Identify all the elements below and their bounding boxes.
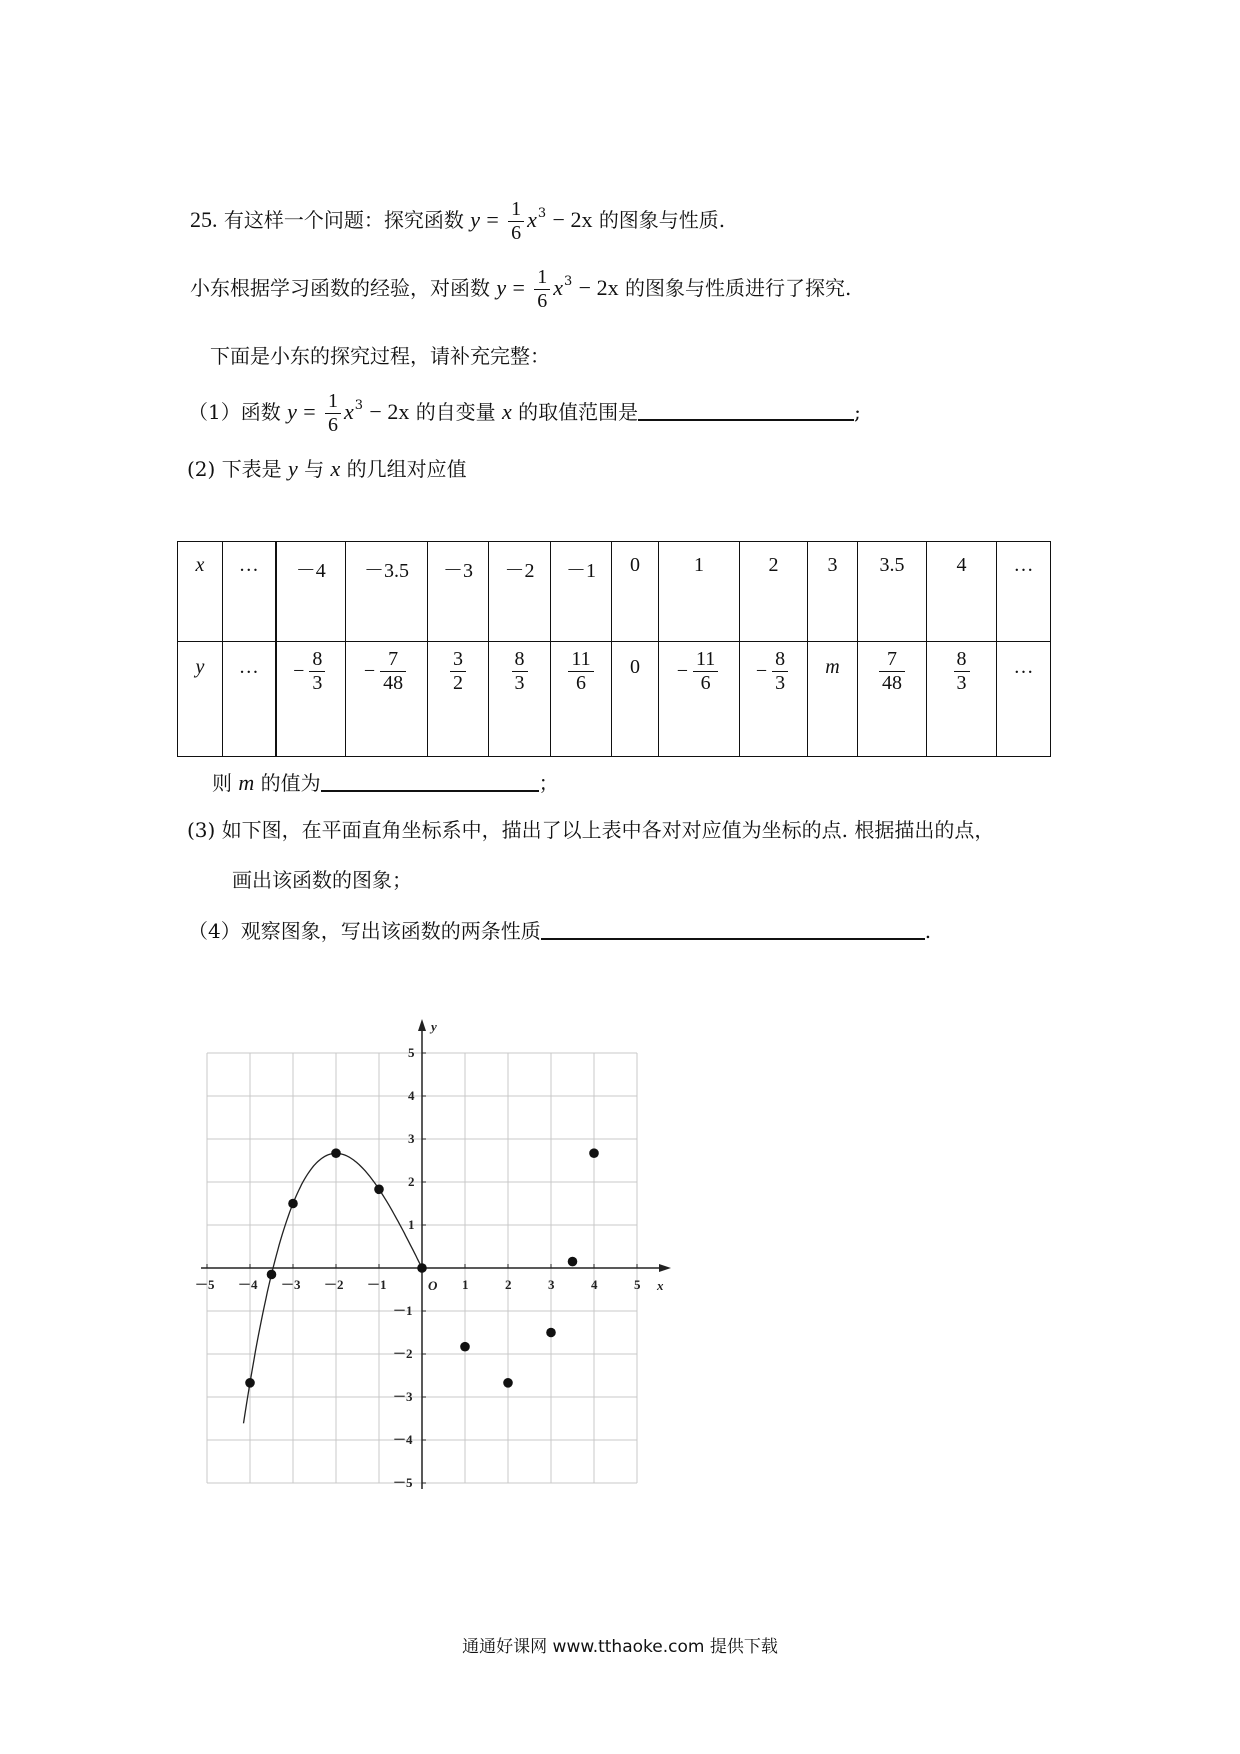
- table-cell: －1: [551, 542, 612, 642]
- table-cell: 2: [740, 542, 808, 642]
- table-cell: 3: [808, 542, 858, 642]
- table-cell: $\frac{3}{2}$: [428, 642, 489, 757]
- x-tick-label: 3: [548, 1277, 555, 1292]
- y-tick-label: －2: [393, 1346, 413, 1361]
- question-1: （1）函数 y = $\frac{1}{6}$ $x^3 - 2x$ 的自变量 x 的取值范围是 ;: [188, 390, 861, 436]
- x-tick-label: 4: [591, 1277, 598, 1292]
- data-point: [374, 1185, 384, 1195]
- question-2: (2) 下表是 y 与 x 的几组对应值: [187, 456, 467, 481]
- origin-label: O: [428, 1278, 438, 1293]
- y-tick-label: －3: [393, 1389, 413, 1404]
- table-cell: 3.5: [858, 542, 927, 642]
- y-tick-label: 1: [408, 1217, 415, 1232]
- y-tick-label: 5: [408, 1045, 415, 1060]
- x-tick-label: 2: [505, 1277, 512, 1292]
- y-axis-label: y: [431, 1019, 437, 1034]
- y-tick-label: －4: [393, 1432, 413, 1447]
- question-3-line-2: 画出该函数的图象；: [232, 868, 412, 892]
- table-cell: − $\frac{8}{3}$: [740, 642, 808, 757]
- data-point: [568, 1257, 578, 1267]
- data-point: [460, 1342, 470, 1352]
- y-tick-label: 2: [408, 1174, 415, 1189]
- table-cell: 0: [612, 642, 659, 757]
- table-header-x: x: [178, 542, 223, 642]
- x-axis-arrow: [659, 1264, 671, 1272]
- x-tick-label: 1: [462, 1277, 469, 1292]
- table-cell: －2: [489, 542, 551, 642]
- problem-number: 25.: [190, 207, 218, 232]
- x-axis-label: x: [657, 1278, 664, 1293]
- table-cell: $\frac{8}{3}$: [927, 642, 997, 757]
- table-cell: − $\frac{7}{48}$: [346, 642, 428, 757]
- data-point: [267, 1270, 277, 1280]
- data-point: [331, 1148, 341, 1158]
- data-point: [417, 1263, 427, 1273]
- problem-context: 小东根据学习函数的经验，对函数 y = $\frac{1}{6}$ $x^3 - 2x$ 的图象与性质进行了探究.: [190, 266, 852, 312]
- fraction-one-sixth: $\frac{1}{6}$: [534, 266, 550, 313]
- table-cell: 4: [927, 542, 997, 642]
- table-cell: －4: [276, 542, 346, 642]
- y-tick-label: 4: [408, 1088, 415, 1103]
- table-cell: …: [997, 542, 1051, 642]
- x-tick-label: －1: [367, 1277, 387, 1292]
- table-cell: − $\frac{11}{6}$: [659, 642, 740, 757]
- table-header-y: y: [178, 642, 223, 757]
- m-value-line: 则 m 的值为 ；: [212, 770, 559, 795]
- problem-intro: 25. 有这样一个问题：探究函数 y = $\frac{1}{6}$ $x^3 - 2x$ 的图象与性质.: [190, 198, 726, 244]
- table-cell: − $\frac{8}{3}$: [276, 642, 346, 757]
- table-cell: $\frac{8}{3}$: [489, 642, 551, 757]
- data-point: [288, 1199, 298, 1209]
- y-tick-label: 3: [408, 1131, 415, 1146]
- table-cell: －3: [428, 542, 489, 642]
- data-point: [245, 1378, 255, 1388]
- table-cell: m: [808, 642, 858, 757]
- table-cell: $\frac{11}{6}$: [551, 642, 612, 757]
- table-cell: 0: [612, 542, 659, 642]
- question-4: （4）观察图象，写出该函数的两条性质 .: [188, 919, 932, 943]
- y-tick-label: －1: [393, 1303, 413, 1318]
- instruction: 下面是小东的探究过程，请补充完整：: [210, 344, 550, 368]
- table-cell: 1: [659, 542, 740, 642]
- table-cell: －3.5: [346, 542, 428, 642]
- x-tick-label: －5: [195, 1277, 215, 1292]
- x-tick-label: －3: [281, 1277, 301, 1292]
- y-tick-label: －5: [393, 1475, 413, 1490]
- question-3-line-1: (3) 如下图，在平面直角坐标系中，描出了以上表中各对对应值为坐标的点. 根据描出的点，: [187, 818, 995, 842]
- footer-source: 通通好课网 www.tthaoke.com 提供下载: [462, 1637, 778, 1657]
- fraction-one-sixth: $\frac{1}{6}$: [508, 198, 524, 245]
- data-point: [589, 1148, 599, 1158]
- data-point: [546, 1328, 556, 1338]
- table-cell: $\frac{7}{48}$: [858, 642, 927, 757]
- data-point: [503, 1378, 513, 1388]
- fraction-one-sixth: $\frac{1}{6}$: [325, 390, 341, 437]
- table-cell: …: [223, 542, 276, 642]
- y-axis-arrow: [418, 1019, 426, 1031]
- table-cell: …: [223, 642, 276, 757]
- x-tick-label: －2: [324, 1277, 344, 1292]
- x-tick-label: 5: [634, 1277, 641, 1292]
- table-cell: …: [997, 642, 1051, 757]
- x-tick-label: －4: [238, 1277, 258, 1292]
